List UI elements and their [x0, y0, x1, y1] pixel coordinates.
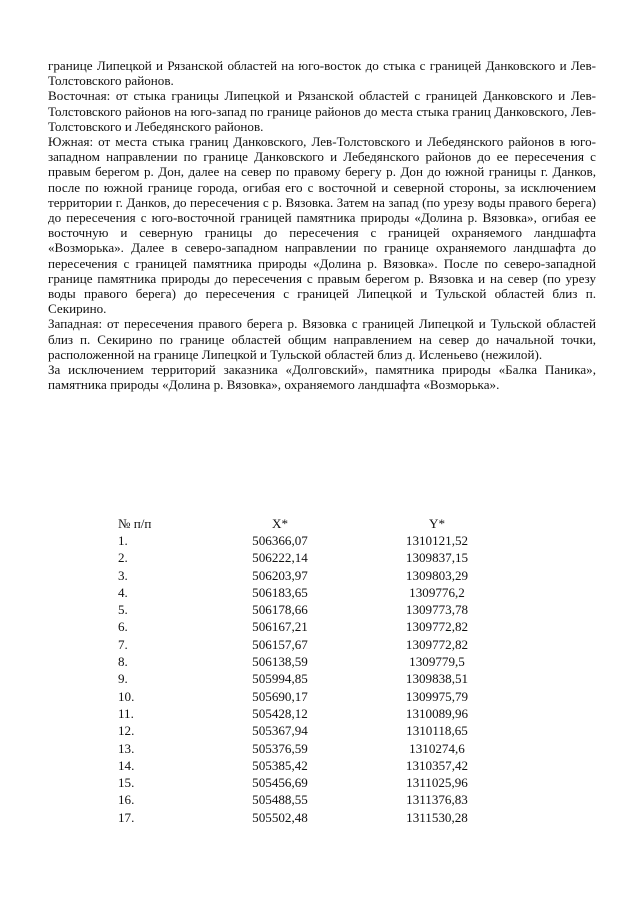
row-number: 16.	[118, 792, 135, 808]
row-number: 4.	[118, 584, 128, 600]
x-coordinate: 505367,94	[252, 723, 308, 739]
table-row	[118, 567, 532, 584]
row-number: 1.	[118, 532, 128, 548]
table-row	[118, 688, 532, 705]
row-number: 3.	[118, 567, 128, 583]
y-coordinate: 1311025,96	[406, 775, 468, 791]
paragraph-west-boundary: Западная: от пересечения правого берега р. Вязовка с границей Липецкой и Тульской областей близ п. Секирино по границе областей общим направлением на север до начальной точки, расположенной на границе Липецкой и Тульской областей близ д. Исленьево (нежилой).	[48, 316, 596, 362]
table-row	[118, 636, 532, 653]
y-coordinate: 1311376,83	[406, 792, 468, 808]
y-coordinate: 1309975,79	[405, 688, 469, 704]
x-coordinate: 505488,55	[252, 792, 308, 808]
table-row	[118, 809, 532, 826]
x-coordinate: 506167,21	[252, 619, 308, 635]
y-coordinate: 1310118,65	[406, 723, 468, 739]
row-number: 14.	[118, 757, 135, 773]
row-number: 11.	[118, 705, 134, 721]
table-row	[118, 757, 532, 774]
table-row	[118, 619, 532, 636]
row-number: 10.	[118, 688, 135, 704]
table-body	[118, 532, 532, 826]
coordinates-table	[118, 515, 532, 826]
header-y: Y*	[428, 515, 445, 531]
x-coordinate: 505456,69	[252, 775, 308, 791]
y-coordinate: 1310274,6	[409, 740, 465, 756]
x-coordinate: 506203,97	[252, 567, 308, 583]
table-row	[118, 584, 532, 601]
row-number: 5.	[118, 602, 128, 618]
x-coordinate: 506157,67	[252, 636, 308, 652]
x-coordinate: 505376,59	[252, 740, 308, 756]
y-coordinate: 1309776,2	[409, 584, 465, 600]
y-coordinate: 1309772,82	[405, 636, 469, 652]
row-number: 2.	[118, 550, 128, 566]
x-coordinate: 505690,17	[252, 688, 308, 704]
table-row	[118, 774, 532, 791]
row-number: 9.	[118, 671, 128, 687]
table-header-row	[118, 515, 532, 532]
header-number: № п/п	[118, 515, 152, 531]
y-coordinate: 1309838,51	[405, 671, 469, 687]
paragraph-south-boundary: Южная: от места стыка границ Данковского, Лев-Толстовского и Лебедянского районов в юго-западном направлении по границе Данковского и Лебедянского районов до ее пересечения с правым берегом р. Дон, далее на север по правому берегу р. Дон до южной границы г. Данков, после по южной границе города, огибая его с восточной и северной стороны, за исключением территории г. Данков, до пересечения с р. Вязовка. Затем на запад (по урезу воды правого берега) до пересечения с юго-восточной границей памятника природы «Долина р. Вязовка», огибая ее восточную и северную границы до пересечения с границей охраняемого ландшафта «Возморька». Далее в северо-западном направлении по границе охраняемого ландшафта до пересечения с границей памятника природы «Долина р. Вязовка». После по северо-западной границе памятника природы до пересечения с правым берегом р. Вязовка и на север (по урезу воды правого берега) до пересечения с границей Липецкой и Тульской областей близ п. Секирино.	[48, 134, 596, 317]
table-row	[118, 550, 532, 567]
y-coordinate: 1311530,28	[406, 809, 468, 825]
table-row	[118, 723, 532, 740]
paragraph-exclusions: За исключением территорий заказника «Долговский», памятника природы «Балка Паника», памятника природы «Долина р. Вязовка», охраняемого ландшафта «Возморька».	[48, 362, 596, 393]
x-coordinate: 505428,12	[252, 705, 308, 721]
row-number: 6.	[118, 619, 128, 635]
x-coordinate: 506178,66	[252, 602, 308, 618]
x-coordinate: 506222,14	[252, 550, 308, 566]
table-row	[118, 671, 532, 688]
y-coordinate: 1309773,78	[405, 602, 469, 618]
table-row	[118, 792, 532, 809]
table-row	[118, 601, 532, 618]
y-coordinate: 1310121,52	[405, 532, 469, 548]
x-coordinate: 505994,85	[252, 671, 308, 687]
y-coordinate: 1309837,15	[405, 550, 469, 566]
row-number: 8.	[118, 654, 128, 670]
table-row	[118, 740, 532, 757]
boundary-description	[48, 58, 596, 392]
y-coordinate: 1309772,82	[405, 619, 469, 635]
header-x: X*	[271, 515, 288, 531]
y-coordinate: 1309779,5	[409, 654, 465, 670]
y-coordinate: 1310357,42	[405, 757, 469, 773]
paragraph-east-boundary: Восточная: от стыка границы Липецкой и Рязанской областей с границей Данковского и Лев-Толстовского районов на юго-запад по границе районов до места стыка границ Данковского, Лев-Толстовского и Лебедянского районов.	[48, 88, 596, 134]
table-row	[118, 653, 532, 670]
table-row	[118, 705, 532, 722]
x-coordinate: 506138,59	[252, 654, 308, 670]
row-number: 17.	[118, 809, 135, 825]
row-number: 13.	[118, 740, 135, 756]
row-number: 12.	[118, 723, 135, 739]
x-coordinate: 505385,42	[252, 757, 308, 773]
y-coordinate: 1309803,29	[405, 567, 469, 583]
x-coordinate: 505502,48	[252, 809, 308, 825]
y-coordinate: 1310089,96	[405, 705, 469, 721]
table-row	[118, 532, 532, 549]
row-number: 7.	[118, 636, 128, 652]
x-coordinate: 506183,65	[252, 584, 308, 600]
x-coordinate: 506366,07	[252, 532, 308, 548]
row-number: 15.	[118, 775, 135, 791]
paragraph-north-boundary-end: границе Липецкой и Рязанской областей на юго-восток до стыка с границей Данковского и Лев-Толстовского районов.	[48, 58, 596, 89]
